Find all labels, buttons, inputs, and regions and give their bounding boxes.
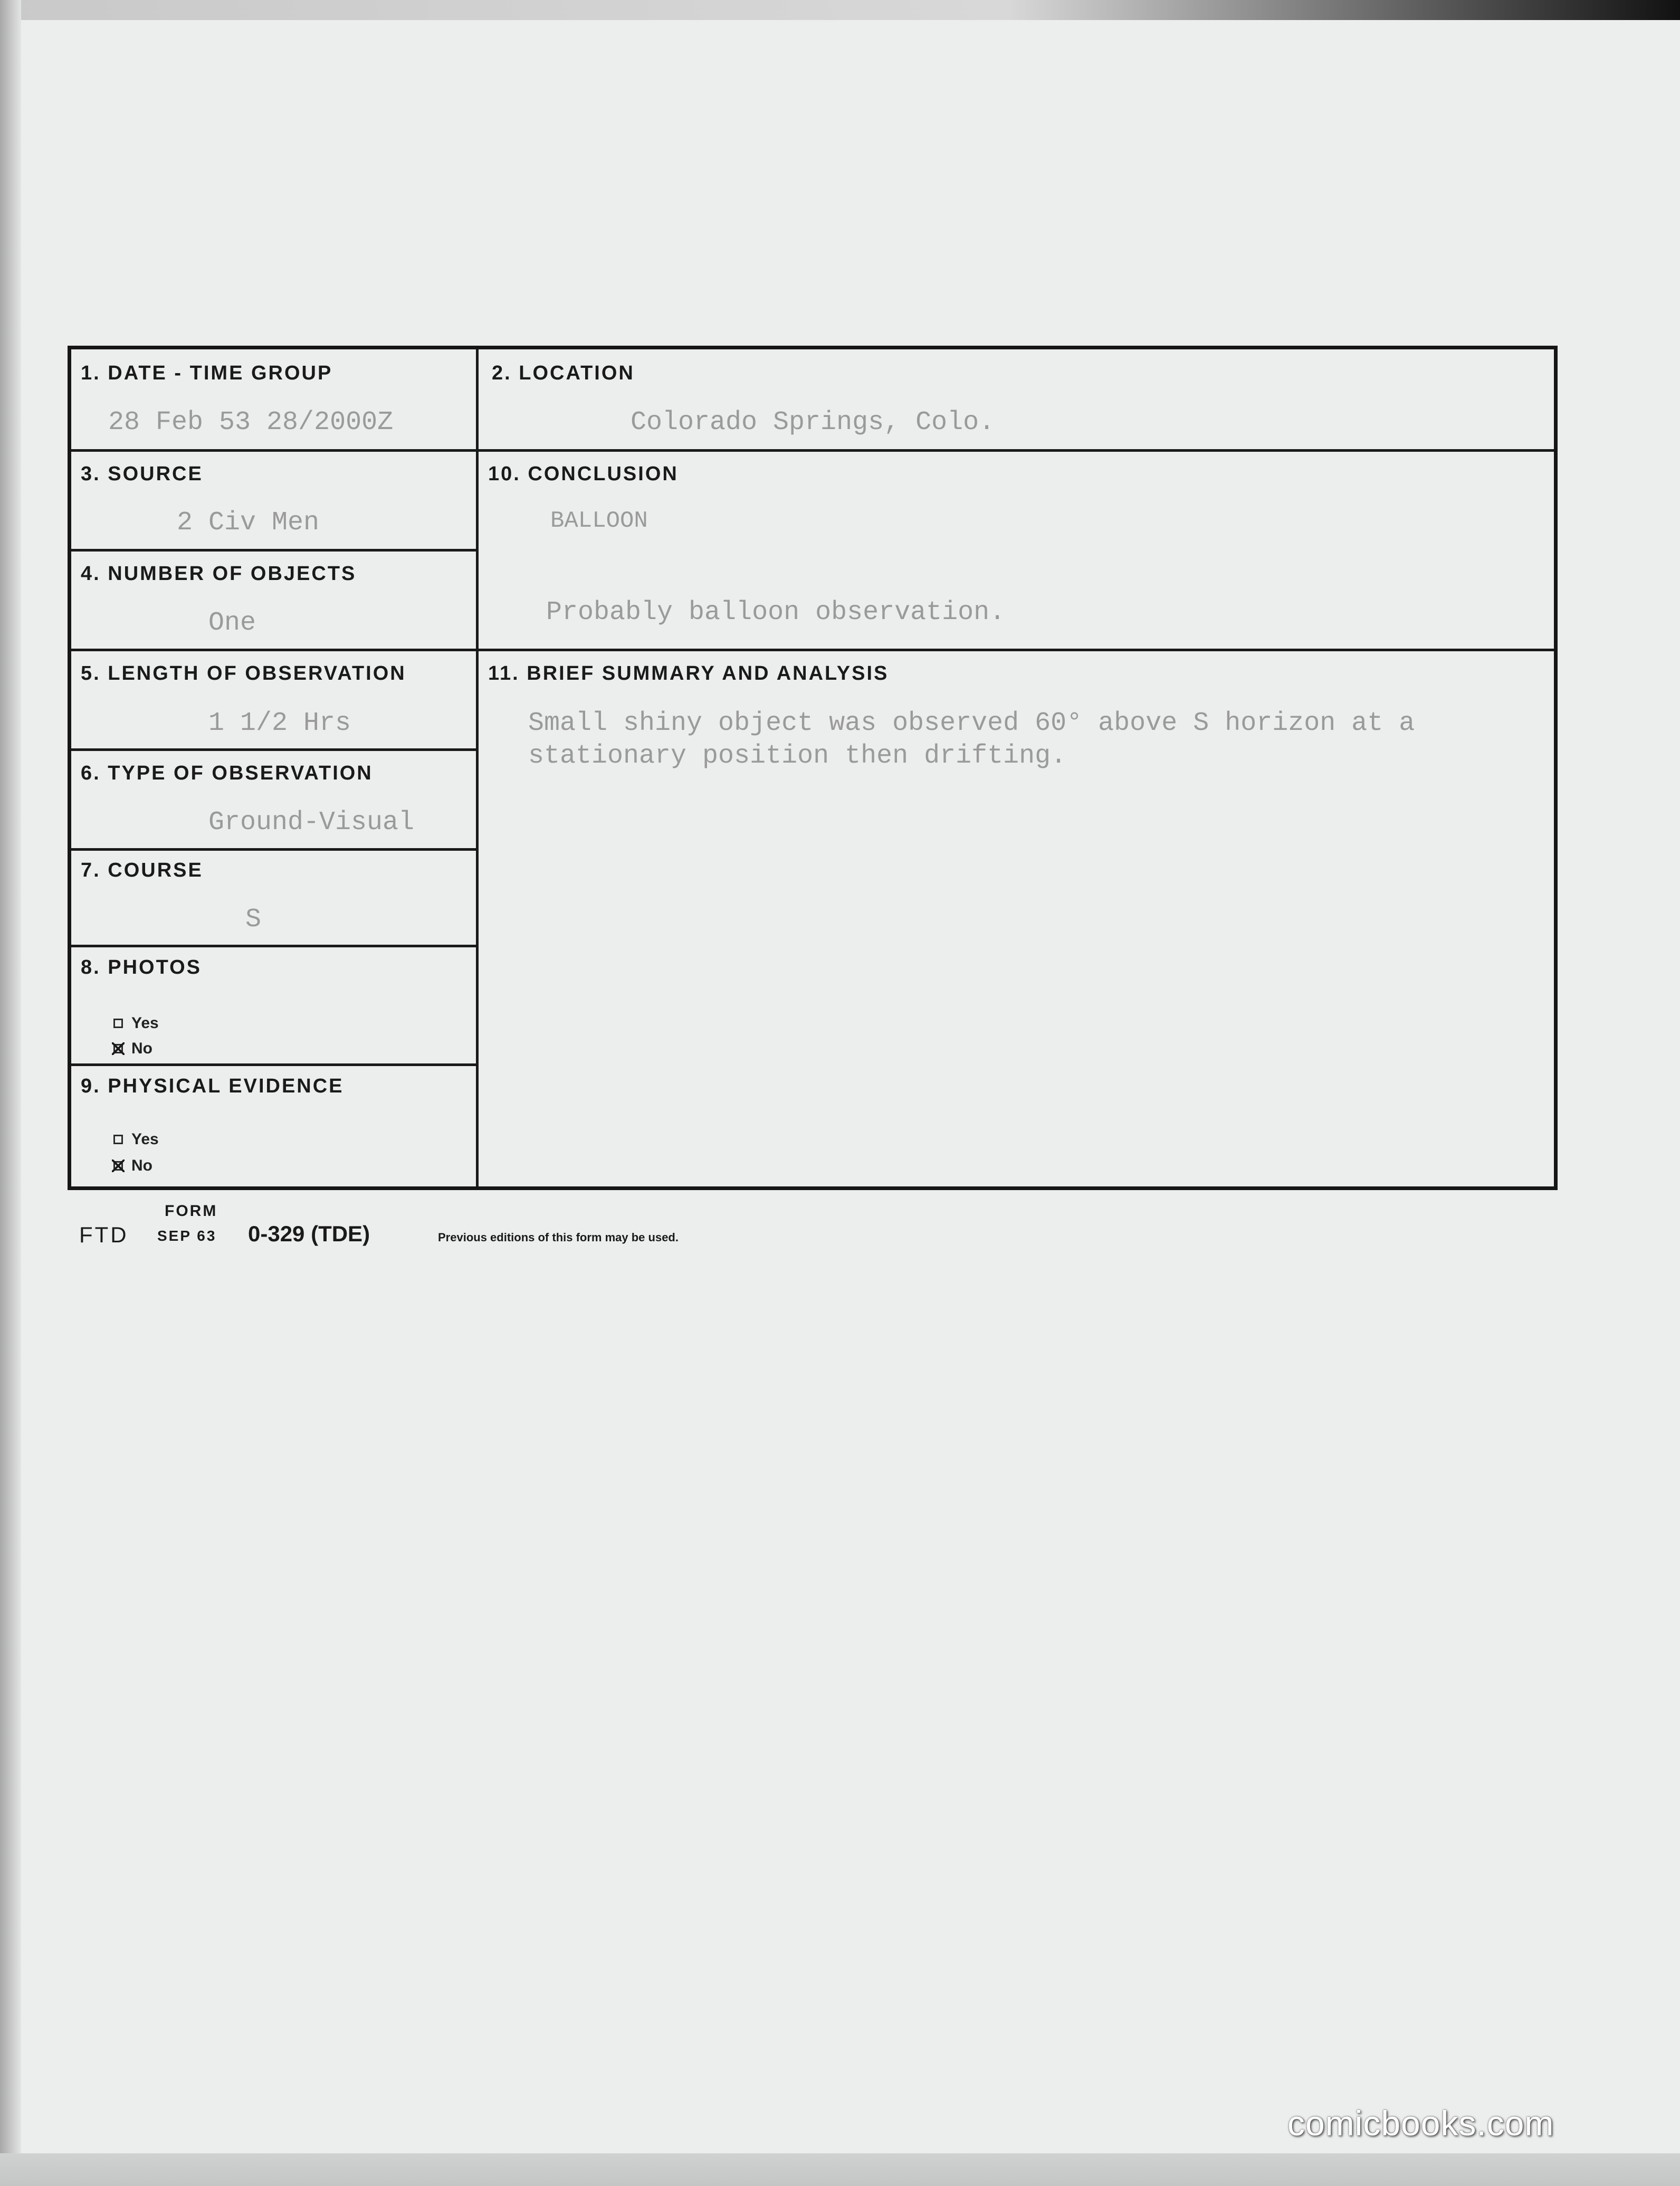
physical-evidence-label: 9. PHYSICAL EVIDENCE	[81, 1075, 344, 1097]
scan-top-edge	[0, 0, 1680, 20]
scan-left-edge	[0, 0, 21, 2186]
physical-evidence-yes-checkbox[interactable]	[113, 1135, 123, 1144]
photos-label: 8. PHOTOS	[81, 956, 202, 978]
conclusion-label: 10. CONCLUSION	[488, 463, 679, 485]
photos-no-option[interactable]	[113, 1040, 152, 1058]
number-of-objects-label: 4. NUMBER OF OBJECTS	[81, 563, 357, 585]
scan-bottom-edge	[0, 2153, 1680, 2186]
conclusion-note: Probably balloon observation.	[546, 597, 1006, 628]
source-label: 3. SOURCE	[81, 463, 203, 485]
row-divider	[71, 649, 1554, 651]
date-time-group-value: 28 Feb 53 28/2000Z	[108, 407, 394, 438]
photos-yes-checkbox[interactable]	[113, 1019, 123, 1028]
footer-note: Previous editions of this form may be used.	[438, 1231, 679, 1244]
column-divider	[476, 349, 479, 1186]
row-divider	[71, 848, 476, 851]
course-value: S	[245, 905, 262, 935]
row-divider	[71, 549, 476, 552]
course-label: 7. COURSE	[81, 859, 203, 881]
physical-evidence-no-label: No	[131, 1157, 152, 1174]
summary-line-2: stationary position then drifting.	[528, 741, 1067, 771]
photos-yes-label: Yes	[131, 1014, 159, 1032]
location-label: 2. LOCATION	[492, 362, 635, 384]
date-time-group-label: 1. DATE - TIME GROUP	[81, 362, 333, 384]
physical-evidence-yes-label: Yes	[131, 1130, 159, 1148]
row-divider	[71, 449, 1554, 452]
conclusion-value: BALLOON	[550, 508, 648, 534]
row-divider	[71, 1063, 476, 1066]
footer-ftd: FTD	[79, 1222, 129, 1247]
physical-evidence-yes-option[interactable]	[113, 1130, 159, 1148]
physical-evidence-no-checkbox[interactable]	[113, 1161, 123, 1171]
source-value: 2 Civ Men	[177, 508, 320, 538]
summary-label: 11. BRIEF SUMMARY AND ANALYSIS	[488, 662, 889, 685]
number-of-objects-value: One	[208, 608, 256, 638]
footer-date: SEP 63	[157, 1228, 217, 1244]
photos-no-label: No	[131, 1040, 152, 1057]
photos-yes-option[interactable]	[113, 1014, 159, 1032]
location-value: Colorado Springs, Colo.	[631, 407, 995, 438]
footer-form-word: FORM	[165, 1202, 218, 1220]
report-form	[68, 346, 1558, 1190]
type-of-observation-value: Ground-Visual	[208, 807, 415, 838]
footer-form-number: 0-329 (TDE)	[248, 1221, 370, 1246]
physical-evidence-no-option[interactable]	[113, 1157, 152, 1175]
watermark: comicbooks.com	[1287, 2104, 1554, 2143]
length-of-observation-label: 5. LENGTH OF OBSERVATION	[81, 662, 406, 685]
length-of-observation-value: 1 1/2 Hrs	[208, 708, 351, 738]
summary-line-1: Small shiny object was observed 60° above S horizon at a	[528, 708, 1415, 738]
type-of-observation-label: 6. TYPE OF OBSERVATION	[81, 762, 373, 784]
row-divider	[71, 748, 476, 751]
row-divider	[71, 945, 476, 947]
photos-no-checkbox[interactable]	[113, 1044, 123, 1053]
